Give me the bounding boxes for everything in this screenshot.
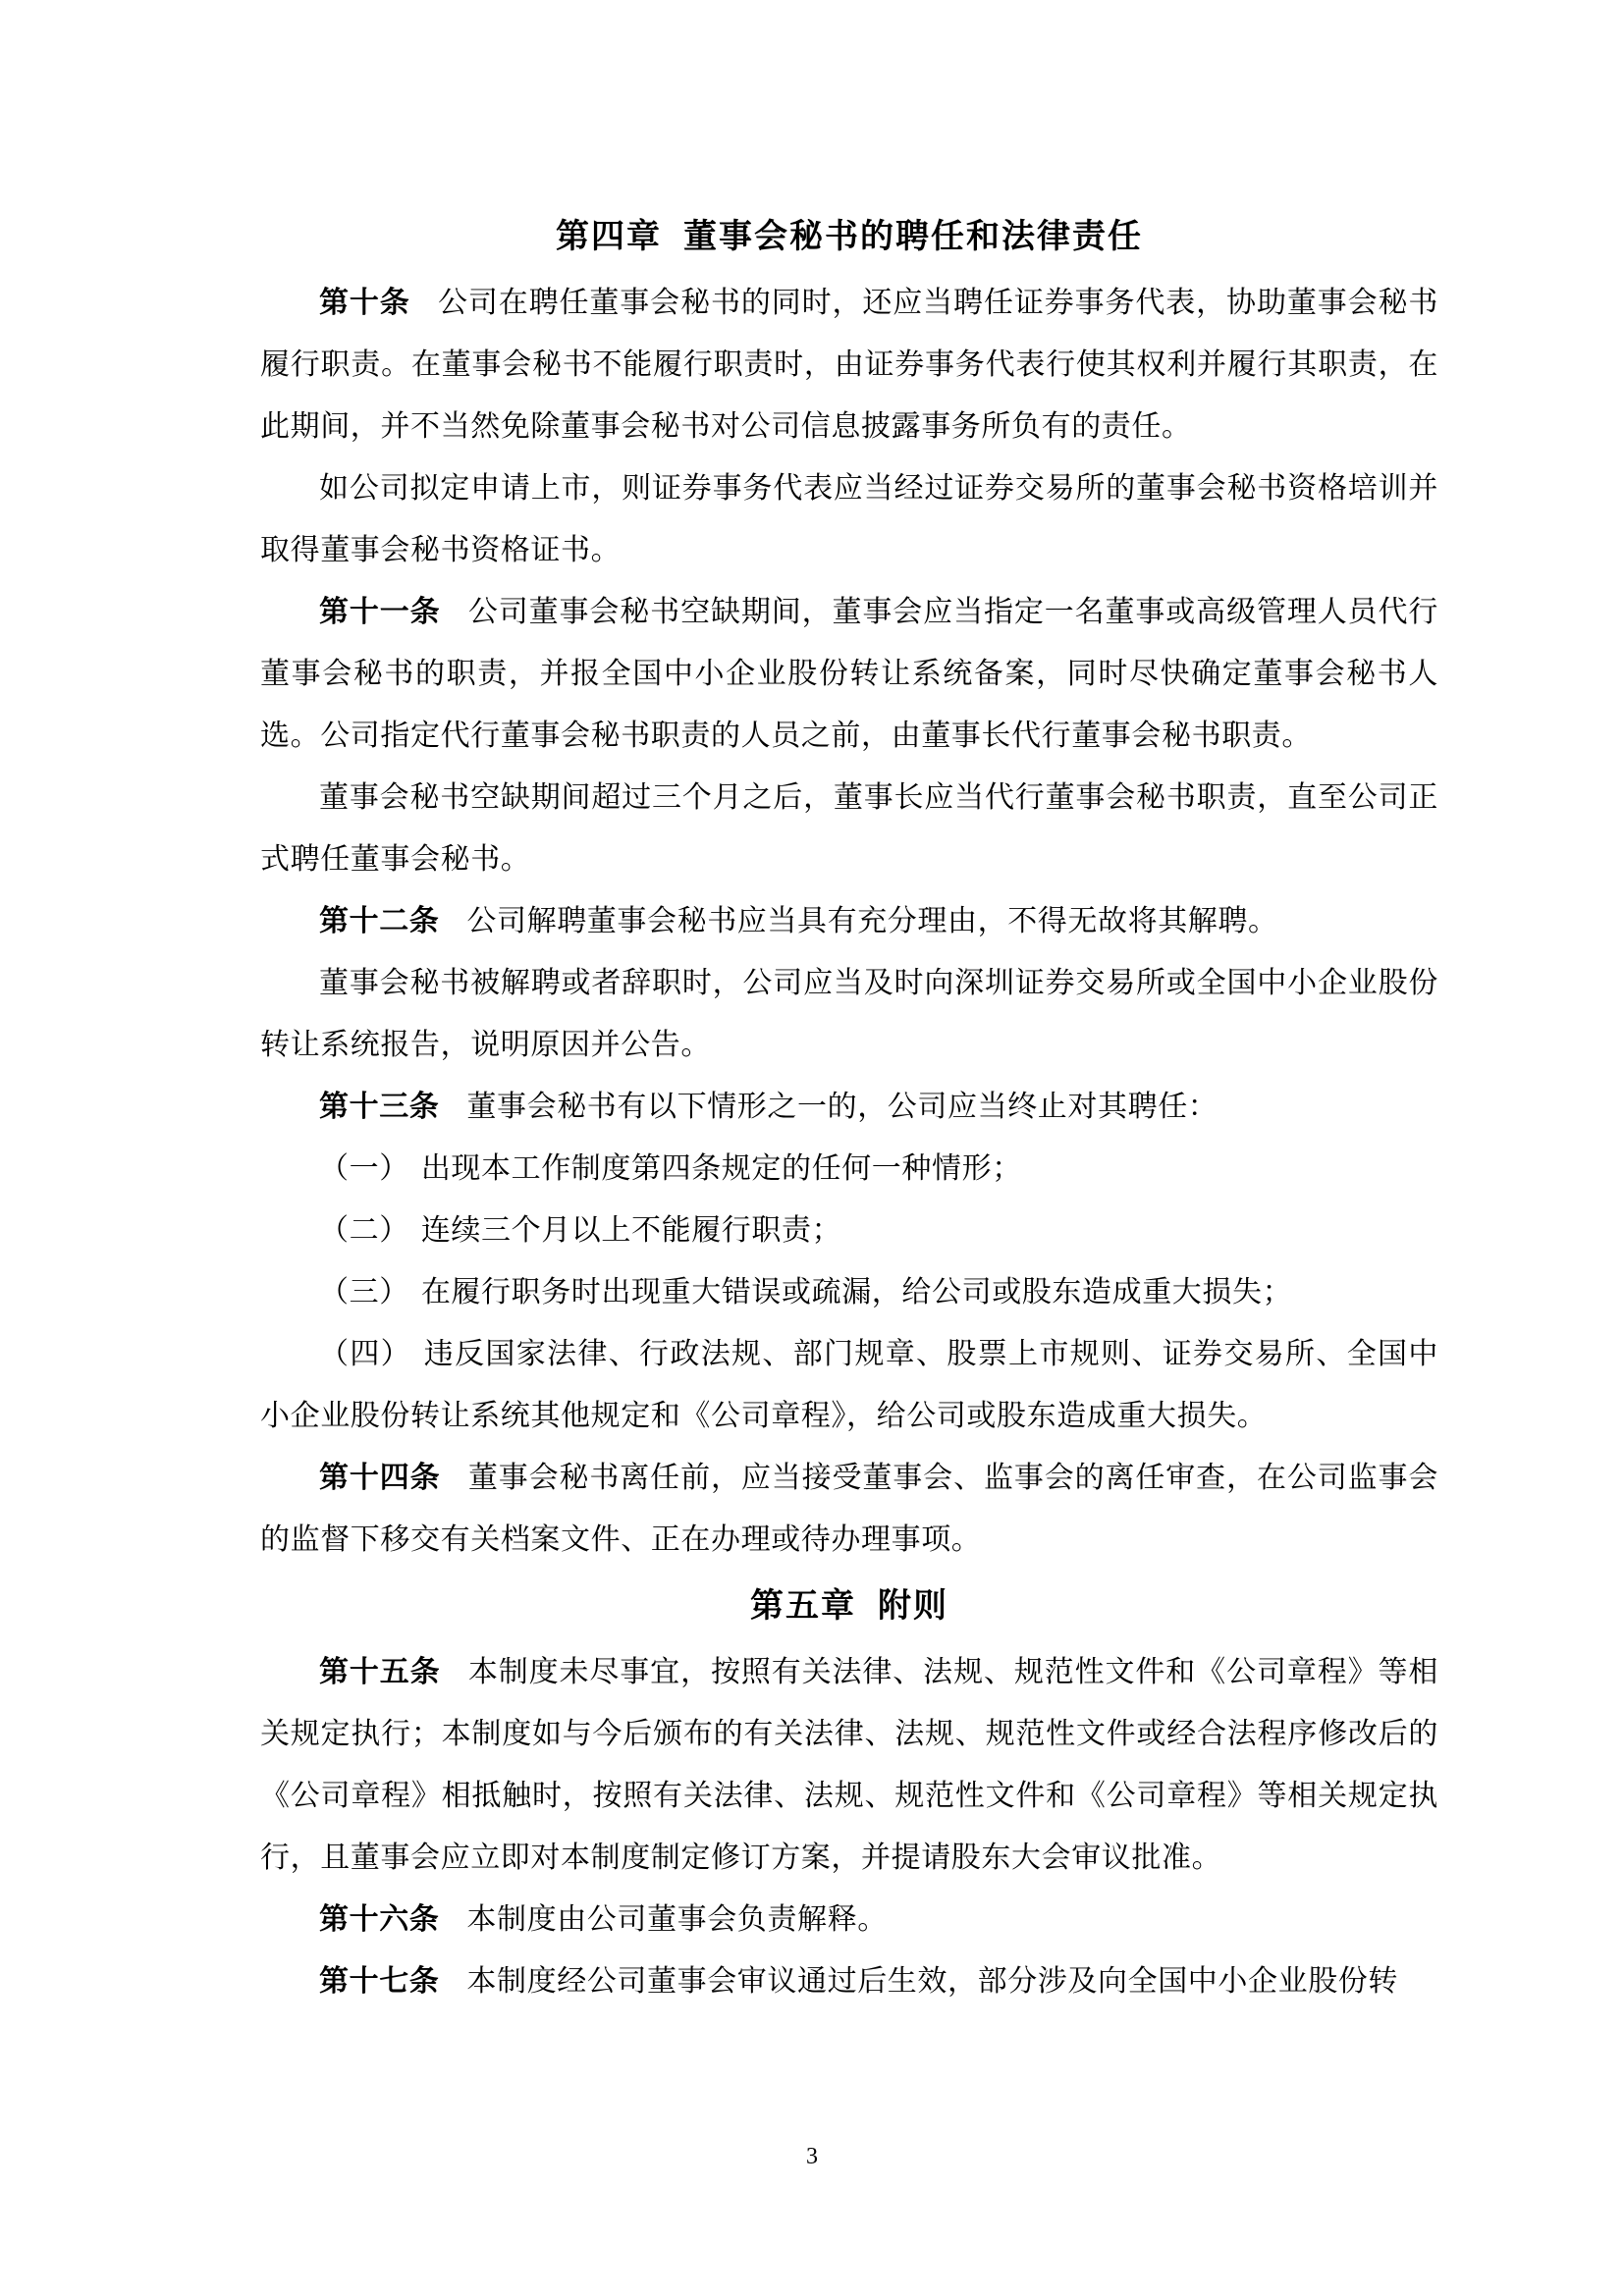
article-16-label: 第十六条 (319, 1902, 440, 1937)
item-marker: （一） (319, 1151, 409, 1186)
chapter-5-heading (260, 1571, 1438, 1641)
article-17-label: 第十七条 (319, 1964, 440, 1999)
article-14-text: 董事会秘书离任前，应当接受董事会、监事会的离任审查，在公司监事会的监督下移交有关档案文件、正在办理或待办理事项。 (260, 1461, 1438, 1557)
article-13-item-4 (260, 1323, 1438, 1447)
article-10-label: 第十条 (319, 286, 410, 320)
article-15-label: 第十五条 (319, 1655, 441, 1689)
article-13-label: 第十三条 (319, 1090, 440, 1124)
article-15-text: 本制度未尽事宜，按照有关法律、法规、规范性文件和《公司章程》等相关规定执行；本制度如与今后颁布的有关法律、法规、规范性文件或经合法程序修改后的《公司章程》相抵触时，按照有关法律、法规、规范性文件和《公司章程》等相关规定执行，且董事会应立即对本制度制定修订方案，并提请股东大会审议批准。 (260, 1655, 1438, 1875)
article-10-text: 公司在聘任董事会秘书的同时，还应当聘任证券事务代表，协助董事会秘书履行职责。在董事会秘书不能履行职责时，由证券事务代表行使其权利并履行其职责，在此期间，并不当然免除董事会秘书对公司信息披露事务所负有的责任。 (260, 286, 1438, 444)
item-marker: （二） (319, 1213, 409, 1248)
page-number: 3 (806, 2144, 818, 2169)
article-17 (260, 1950, 1438, 2012)
article-12-text: 公司解聘董事会秘书应当具有充分理由，不得无故将其解聘。 (466, 904, 1278, 938)
item-marker: （四） (319, 1337, 411, 1371)
article-12 (260, 890, 1438, 952)
article-11-text: 公司董事会秘书空缺期间，董事会应当指定一名董事或高级管理人员代行董事会秘书的职责，并报全国中小企业股份转让系统备案，同时尽快确定董事会秘书人选。公司指定代行董事会秘书职责的人员之前，由董事长代行董事会秘书职责。 (260, 595, 1438, 753)
item-marker: （三） (319, 1275, 409, 1309)
chapter-5-title: 附则 (878, 1586, 948, 1626)
article-14-label: 第十四条 (319, 1461, 441, 1495)
article-15 (260, 1641, 1438, 1889)
chapter-4-heading (260, 201, 1438, 272)
article-13-text: 董事会秘书有以下情形之一的，公司应当终止对其聘任： (466, 1090, 1218, 1124)
article-11-paragraph-2: 董事会秘书空缺期间超过三个月之后，董事长应当代行董事会秘书职责，直至公司正式聘任董事会秘书。 (260, 780, 1438, 877)
article-14 (260, 1447, 1438, 1571)
item-text: 连续三个月以上不能履行职责； (420, 1213, 842, 1248)
chapter-5-number: 第五章 (750, 1586, 856, 1626)
article-13-item-2 (260, 1200, 1438, 1261)
item-text: 出现本工作制度第四条规定的任何一种情形； (420, 1151, 1022, 1186)
article-17-text: 本制度经公司董事会审议通过后生效，部分涉及向全国中小企业股份转 (466, 1964, 1399, 1999)
item-text: 违反国家法律、行政法规、部门规章、股票上市规则、证券交易所、全国中小企业股份转让系统其他规定和《公司章程》，给公司或股东造成重大损失。 (260, 1337, 1438, 1433)
article-16 (260, 1889, 1438, 1950)
chapter-4-number: 第四章 (556, 217, 662, 256)
article-11 (260, 581, 1438, 767)
chapter-4-title: 董事会秘书的聘任和法律责任 (683, 217, 1143, 256)
article-13-item-3 (260, 1261, 1438, 1323)
item-text: 在履行职务时出现重大错误或疏漏，给公司或股东造成重大损失； (420, 1275, 1293, 1309)
article-12-label: 第十二条 (319, 904, 440, 938)
article-10 (260, 272, 1438, 457)
document-page (260, 201, 1438, 2012)
article-10-paragraph-2: 如公司拟定申请上市，则证券事务代表应当经过证券交易所的董事会秘书资格培训并取得董事会秘书资格证书。 (260, 471, 1438, 567)
article-13 (260, 1076, 1438, 1138)
article-11-label: 第十一条 (319, 595, 441, 629)
article-12-paragraph-2: 董事会秘书被解聘或者辞职时，公司应当及时向深圳证券交易所或全国中小企业股份转让系统报告，说明原因并公告。 (260, 966, 1438, 1062)
article-16-text: 本制度由公司董事会负责解释。 (466, 1902, 888, 1937)
article-13-item-1 (260, 1138, 1438, 1200)
